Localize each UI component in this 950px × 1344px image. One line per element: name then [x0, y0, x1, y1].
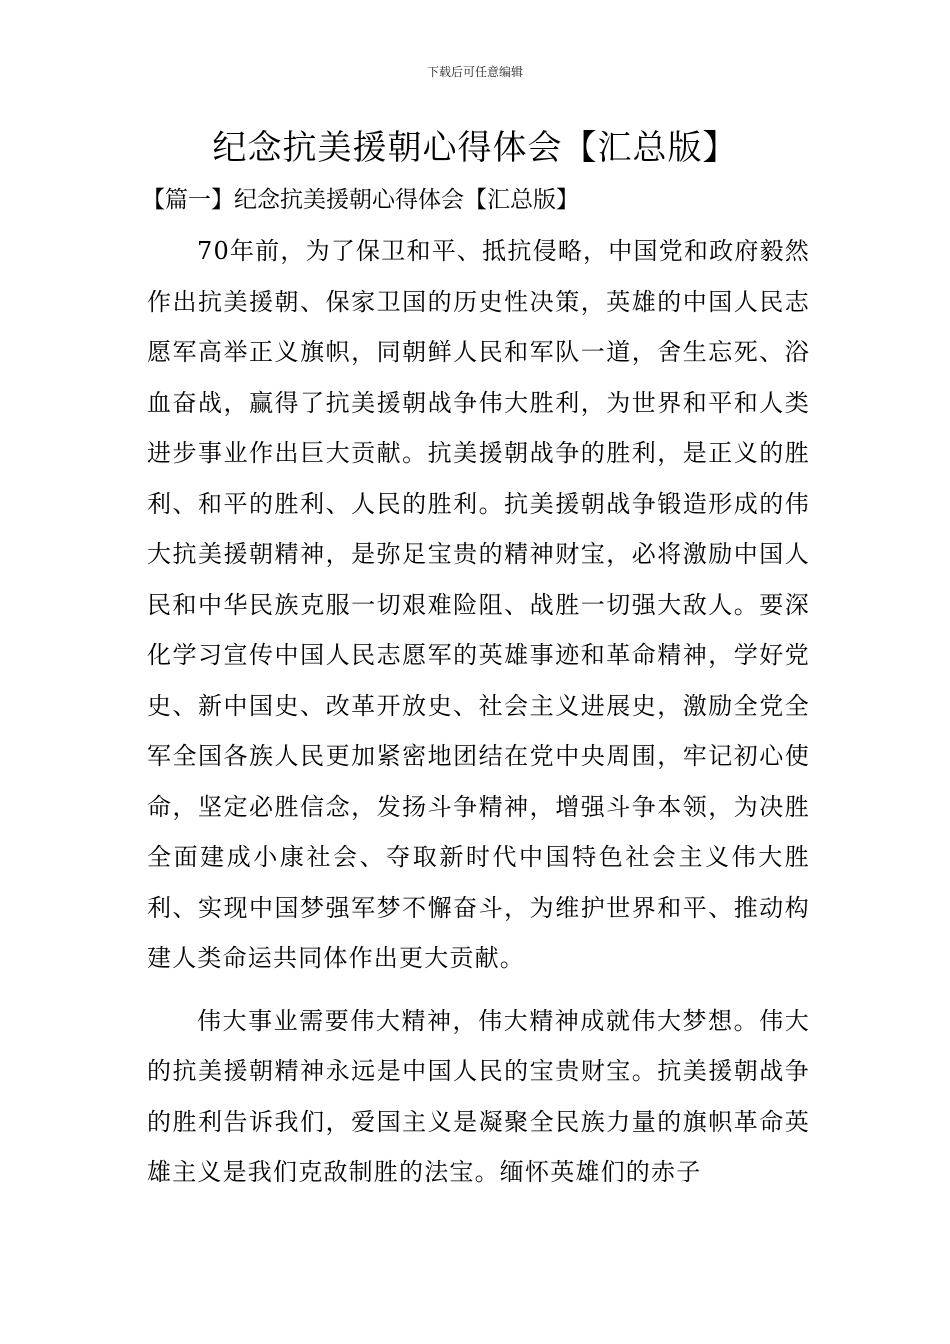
section-heading: 【篇一】纪念抗美援朝心得体会【汇总版】 [142, 187, 579, 213]
document-title: 纪念抗美援朝心得体会【汇总版】 [212, 128, 738, 168]
body-text [147, 226, 810, 1210]
paragraph-1: 70年前，为了保卫和平、抵抗侵略，中国党和政府毅然作出抗美援朝、保家卫国的历史性决策，英雄的中国人民志愿军高举正义旗帜，同朝鲜人民和军队一道，舍生忘死、浴血奋战，赢得了抗美援朝战争伟大胜利，为世界和平和人类进步事业作出巨大贡献。抗美援朝战争的胜利，是正义的胜利、和平的胜利、人民的胜利。抗美援朝战争锻造形成的伟大抗美援朝精神，是弥足宝贵的精神财宝，必将激励中国人民和中华民族克服一切艰难险阻、战胜一切强大敌人。要深化学习宣传中国人民志愿军的英雄事迹和革命精神，学好党史、新中国史、改革开放史、社会主义进展史，激励全党全军全国各族人民更加紧密地团结在党中央周围，牢记初心使命，坚定必胜信念，发扬斗争精神，增强斗争本领，为决胜全面建成小康社会、夺取新时代中国特色社会主义伟大胜利、实现中国梦强军梦不懈奋斗，为维护世界和平、推动构建人类命运共同体作出更大贡献。 [147, 237, 810, 972]
paragraph-2: 伟大事业需要伟大精神，伟大精神成就伟大梦想。伟大的抗美援朝精神永远是中国人民的宝贵财宝。抗美援朝战争的胜利告诉我们，爱国主义是凝聚全民族力量的旗帜革命英雄主义是我们克敌制胜的法宝。缅怀英雄们的赤子 [147, 1006, 810, 1186]
header-note: 下载后可任意编辑 [426, 65, 523, 79]
